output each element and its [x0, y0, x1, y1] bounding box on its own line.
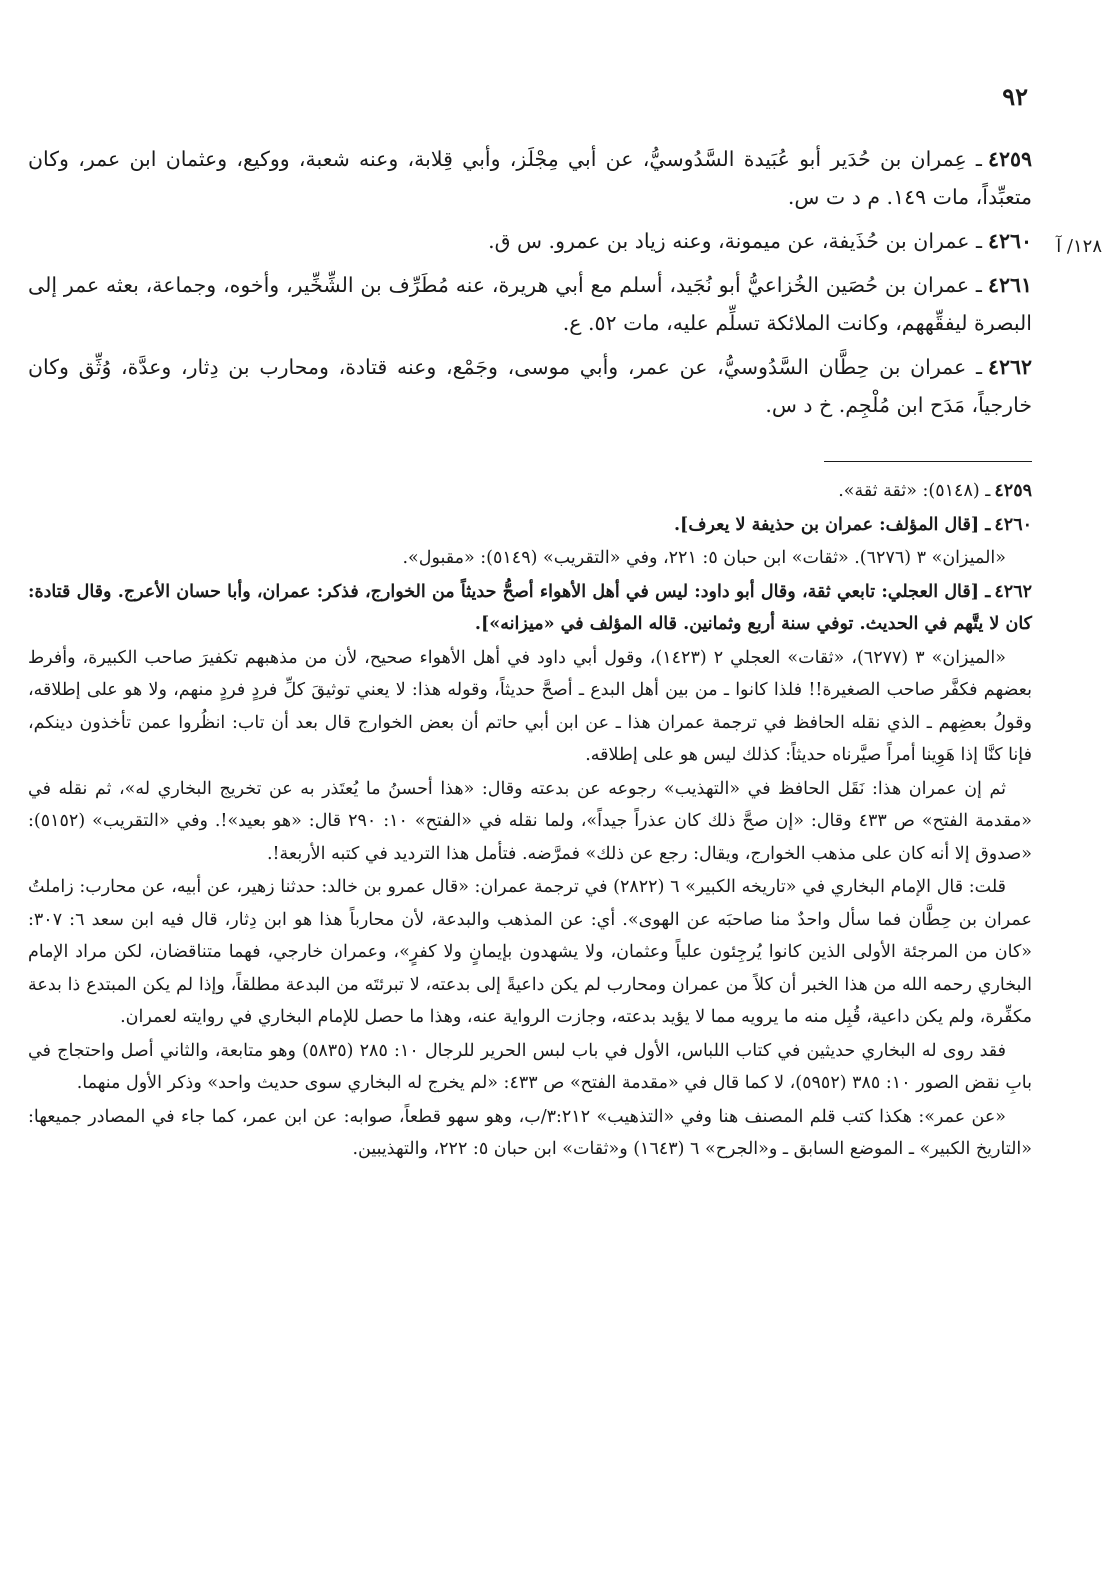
entry-text: ـ عِمران بن حُدَير أبو عُبَيدة السَّدُوسيُّ، عن أبي مِجْلَز، وأبي قِلابة، وعنه شعبة، ووكيع، وعثمان ابن عمر، وكان متعبِّداً، مات ١٤٩. م د ت س.: [28, 147, 1032, 209]
entry: [28, 222, 1032, 260]
entry: [28, 140, 1032, 216]
entry-number: ٤٢٥٩: [987, 147, 1032, 171]
footnote-text: ـ [قال المؤلف: عمران بن حذيفة لا يعرف].: [673, 514, 991, 535]
entry-number: ٤٢٦٢: [987, 355, 1032, 379]
entry-text: ـ عمران بن حُصَين الخُزاعيُّ أبو نُجَيد، أسلم مع أبي هريرة، عنه مُطَرِّف بن الشِّخِّير، وأخوه، وجماعة، بعثه عمر إلى البصرة ليفقِّههم، وكانت الملائكة تسلِّم عليه، مات ٥٢. ع.: [28, 273, 1032, 335]
entry-text: ـ عمران بن حُذَيفة، عن ميمونة، وعنه زياد بن عمرو. س ق.: [488, 229, 982, 253]
page-number: ٩٢: [1002, 82, 1028, 111]
footnote-text: ـ (٥١٤٨): «ثقة ثقة».: [838, 481, 991, 501]
margin-folio-note: ١٢٨/ آ: [1056, 236, 1102, 257]
commentary-paragraph: «عن عمر»: هكذا كتب قلم المصنف هنا وفي «التذهيب» ٣:٢١٢/ب، وهو سهو قطعاً، صوابه: عن ابن عمر، كما جاء في المصادر جميعها: «التاريخ الكبير» ـ الموضع السابق ـ و«الجرح» ٦ (١٦٤٣) و«ثقات» ابن حبان ٥: ٢٢٢، والتهذيبين.: [28, 1106, 1032, 1159]
footnote-number: ٤٢٦٢: [994, 581, 1032, 602]
main-entries: [28, 140, 1032, 430]
footnote: [28, 576, 1032, 641]
footnote-divider: [824, 461, 1032, 462]
footnotes: [28, 475, 1032, 1167]
footnote-text: ـ [قال العجلي: تابعي ثقة، وقال أبو داود: ليس في أهل الأهواء أصحُّ حديثاً من الخوارج، فذكر: عمران، وأبا حسان الأعرج. وقال قتادة: كان لا يتَّهم في الحديث. توفي سنة أربع وثمانين. قاله المؤلف في «ميزانه»].: [28, 581, 1032, 634]
document-page: [28, 0, 1102, 1577]
entry: [28, 348, 1032, 424]
commentary-paragraph: قلت: قال الإمام البخاري في «تاريخه الكبير» ٦ (٢٨٢٢) في ترجمة عمران: «قال عمرو بن خالد: حدثنا زهير، عن أبيه، عن محارب: زاملتُ عمران بن حِطَّان فما سأل واحدٌ منا صاحبَه عن الهوى». أي: عن المذهب والبدعة، لأن محارباً هذا هو ابن دِثار، قال فيه ابن سعد ٦: ٣٠٧: «كان من المرجئة الأولى الذين كانوا يُرجِئون علياً وعثمان، ولا يشهدون بإيمانٍ ولا كفرٍ»، وعمران خارجي، فهما متناقضان، لكن مراد الإمام البخاري رحمه الله من هذا الخبر أن كلاً من عمران ومحارب لم يكن داعيةً إلى بدعته، لا تبرئتَه من البدعة مطلقاً، وإذا لم يكن المبتدع ذا بدعة مكفِّرة، ولم يكن داعية، قُبِل منه ما يرويه مما لا يؤيد بدعته، وجازت الرواية عنه، وهذا ما حصل للإمام البخاري في روايته لعمران.: [28, 877, 1032, 1027]
footnote-sources: «الميزان» ٣ (٦٢٧٦). «ثقات» ابن حبان ٥: ٢٢١، وفي «التقريب» (٥١٤٩): «مقبول».: [402, 548, 1006, 568]
entry-number: ٤٢٦١: [987, 273, 1032, 297]
commentary-paragraph: ثم إن عمران هذا: نَقَل الحافظ في «التهذيب» رجوعه عن بدعته وقال: «هذا أحسنُ ما يُعتَذر به عن تخريج البخاري له»، ثم نقله في «مقدمة الفتح» ص ٤٣٣ وقال: «إن صحَّ ذلك كان عذراً جيداً»، ولما نقله في «الفتح» ١٠: ٢٩٠ قال: «هو بعيد»!. وفي «التقريب» (٥١٥٢): «صدوق إلا أنه كان على مذهب الخوارج، ويقال: رجع عن ذلك» فمرَّضه. فتأمل هذا الترديد في كتبه الأربعة!.: [28, 778, 1032, 864]
commentary-paragraph: «الميزان» ٣ (٦٢٧٧)، «ثقات» العجلي ٢ (١٤٢٣)، وقول أبي داود في أهل الأهواء صحيح، لأن من مذهبهم تكفيرَ صاحب الكبيرة، وأفرط بعضهم فكفَّر صاحب الصغيرة!! فلذا كانوا ـ من بين أهل البدع ـ أصحَّ حديثاً، وقوله هذا: لا يعني توثيقَ كلِّ فردٍ فردٍ منهم، ولا هو على إطلاقه، وقولُ بعضِهم ـ الذي نقله الحافظ في ترجمة عمران هذا ـ عن ابن أبي حاتم أن بعض الخوارج قال بعد أن تاب: انظُروا عمن تأخذون دينكم، فإنا كنَّا إذا هَوِينا أمراً صيَّرناه حديثاً: كذلك ليس هو على إطلاقه.: [28, 647, 1032, 765]
footnote-number: ٤٢٦٠: [994, 514, 1032, 535]
entry-text: ـ عمران بن حِطَّان السَّدُوسيُّ، عن عمر، وأبي موسى، وجَمْع، وعنه قتادة، ومحارب بن دِثار، وعدَّة، وُثِّق وكان خارجياً، مَدَح ابن مُلْجِم. خ د س.: [28, 355, 1032, 417]
entry: [28, 266, 1032, 342]
entry-number: ٤٢٦٠: [987, 229, 1032, 253]
commentary-paragraph: فقد روى له البخاري حديثين في كتاب اللباس، الأول في باب لبس الحرير للرجال ١٠: ٢٨٥ (٥٨٣٥) وهو متابعة، والثاني أصل واحتجاج في بابِ نقض الصور ١٠: ٣٨٥ (٥٩٥٢)، لا كما قال في «مقدمة الفتح» ص ٤٣٣: «لم يخرج له البخاري سوى حديث واحد» وذكر الأول منهما.: [28, 1040, 1032, 1093]
footnote: [28, 475, 1032, 508]
footnote: [28, 509, 1032, 542]
footnote-number: ٤٢٥٩: [994, 481, 1032, 501]
